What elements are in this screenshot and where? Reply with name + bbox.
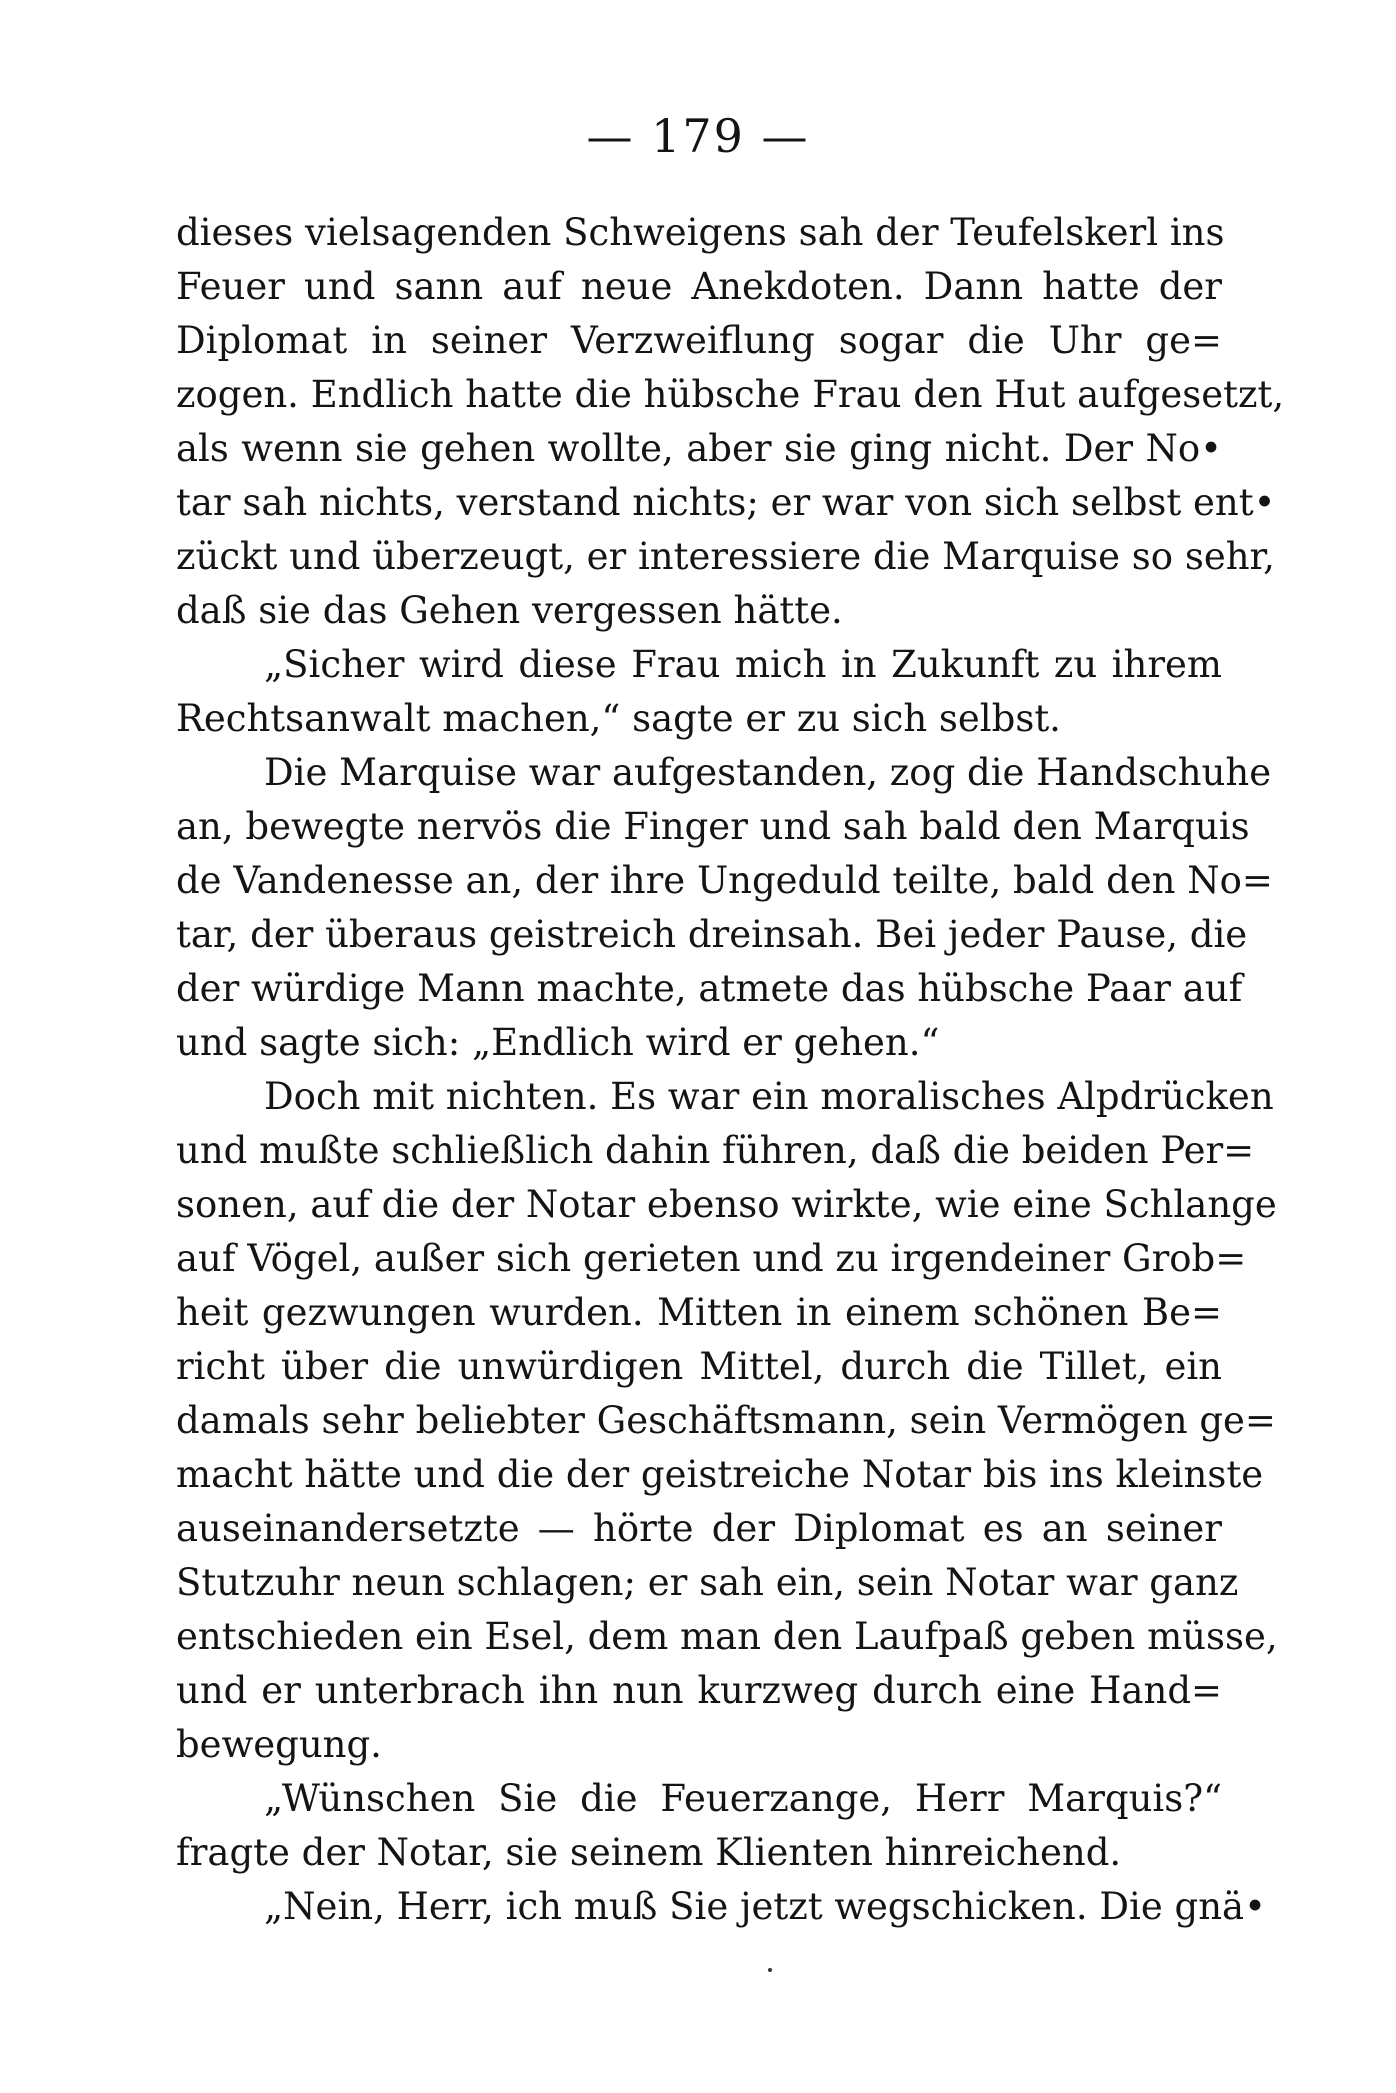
text-line: „Sicher wird diese Frau mich in Zukunft zu ihrem (264, 643, 1222, 686)
text-line: heit gezwungen wurden. Mitten in einem schönen Be= (176, 1291, 1222, 1334)
text-line: und mußte schließlich dahin führen, daß die beiden Per= (176, 1129, 1255, 1172)
body-text (176, 206, 1285, 1934)
text-line: bewegung. (176, 1723, 382, 1766)
text-line: de Vandenesse an, der ihre Ungeduld teilte, bald den No= (176, 859, 1273, 902)
text-line: dieses vielsagenden Schweigens sah der Teufelskerl ins (176, 211, 1225, 254)
text-line: zückt und überzeugt, er interessiere die Marquise so sehr, (176, 535, 1275, 578)
text-line: Diplomat in seiner Verzweiflung sogar die Uhr ge= (176, 319, 1222, 362)
text-line: macht hätte und die der geistreiche Notar bis ins kleinste (176, 1453, 1264, 1496)
text-line: daß sie das Gehen vergessen hätte. (176, 589, 843, 632)
text-line: zogen. Endlich hatte die hübsche Frau den Hut aufgesetzt, (176, 373, 1285, 416)
text-line: Doch mit nichten. Es war ein moralisches Alpdrücken (264, 1075, 1274, 1118)
text-line: Feuer und sann auf neue Anekdoten. Dann hatte der (176, 265, 1222, 308)
text-line: tar sah nichts, verstand nichts; er war von sich selbst ent• (176, 481, 1276, 524)
text-line: entschieden ein Esel, dem man den Laufpaß geben müsse, (176, 1615, 1278, 1658)
text-line: fragte der Notar, sie seinem Klienten hinreichend. (176, 1831, 1122, 1874)
text-line: richt über die unwürdigen Mittel, durch die Tillet, ein (176, 1345, 1222, 1388)
text-line: sonen, auf die der Notar ebenso wirkte, wie eine Schlange (176, 1183, 1277, 1226)
text-line: und sagte sich: „Endlich wird er gehen.“ (176, 1021, 940, 1064)
text-line: an, bewegte nervös die Finger und sah bald den Marquis (176, 805, 1250, 848)
text-line: tar, der überaus geistreich dreinsah. Bei jeder Pause, die (176, 913, 1248, 956)
text-line: „Nein, Herr, ich muß Sie jetzt wegschicken. Die gnä• (264, 1885, 1266, 1928)
text-line: auseinandersetzte — hörte der Diplomat es an seiner (176, 1507, 1222, 1550)
text-line: „Wünschen Sie die Feuerzange, Herr Marquis?“ (264, 1777, 1222, 1820)
text-line: Die Marquise war aufgestanden, zog die Handschuhe (264, 751, 1272, 794)
text-line: damals sehr beliebter Geschäftsmann, sein Vermögen ge= (176, 1399, 1276, 1442)
text-line: der würdige Mann machte, atmete das hübsche Paar auf (176, 967, 1243, 1010)
text-line: als wenn sie gehen wollte, aber sie ging nicht. Der No• (176, 427, 1222, 470)
text-line: Rechtsanwalt machen,“ sagte er zu sich selbst. (176, 697, 1061, 740)
text-line: und er unterbrach ihn nun kurzweg durch eine Hand= (176, 1669, 1222, 1712)
text-line: auf Vögel, außer sich gerieten und zu irgendeiner Grob= (176, 1237, 1247, 1280)
page-number: — 179 — (586, 109, 810, 163)
paper-speck (768, 1968, 772, 1972)
text-line: Stutzuhr neun schlagen; er sah ein, sein Notar war ganz (176, 1561, 1239, 1604)
